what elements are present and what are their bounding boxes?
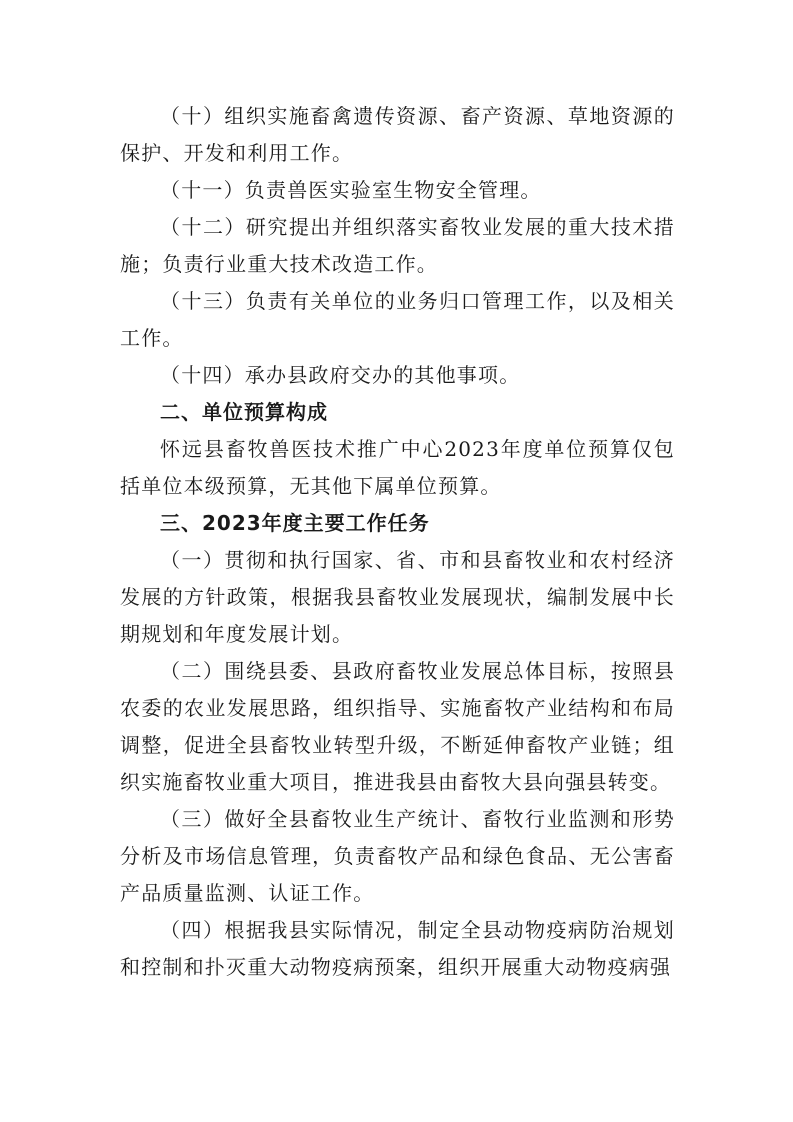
paragraph-item-13: （十三）负责有关单位的业务归口管理工作，以及相关工作。	[120, 289, 675, 350]
paragraph-budget-composition: 怀远县畜牧兽医技术推广中心2023年度单位预算仅包括单位本级预算，无其他下属单位预算。	[120, 437, 675, 498]
paragraph-item-12: （十二）研究提出并组织落实畜牧业发展的重大技术措施；负责行业重大技术改造工作。	[120, 215, 675, 276]
paragraph-task-4: （四）根据我县实际情况，制定全县动物疫病防治规划和控制和扑灭重大动物疫病预案，组织开展重大动物疫病强	[120, 918, 675, 979]
paragraph-item-11: （十一）负责兽医实验室生物安全管理。	[160, 178, 542, 202]
paragraph-task-3: （三）做好全县畜牧业生产统计、畜牧行业监测和形势分析及市场信息管理，负责畜牧产品和绿色食品、无公害畜产品质量监测、认证工作。	[120, 807, 675, 905]
section-heading-budget-composition: 二、单位预算构成	[160, 400, 328, 424]
paragraph-task-2: （二）围绕县委、县政府畜牧业发展总体目标，按照县农委的农业发展思路，组织指导、实施畜牧产业结构和布局调整，促进全县畜牧业转型升级，不断延伸畜牧产业链；组织实施畜牧业重大项目，推进我县由畜牧大县向强县转变。	[120, 659, 675, 794]
paragraph-item-10: （十）组织实施畜禽遗传资源、畜产资源、草地资源的保护、开发和利用工作。	[120, 104, 675, 165]
paragraph-item-14: （十四）承办县政府交办的其他事项。	[160, 363, 521, 387]
document-body	[120, 98, 675, 986]
section-heading-main-tasks: 三、2023年度主要工作任务	[160, 511, 430, 535]
paragraph-task-1: （一）贯彻和执行国家、省、市和县畜牧业和农村经济发展的方针政策，根据我县畜牧业发展现状，编制发展中长期规划和年度发展计划。	[120, 548, 675, 646]
